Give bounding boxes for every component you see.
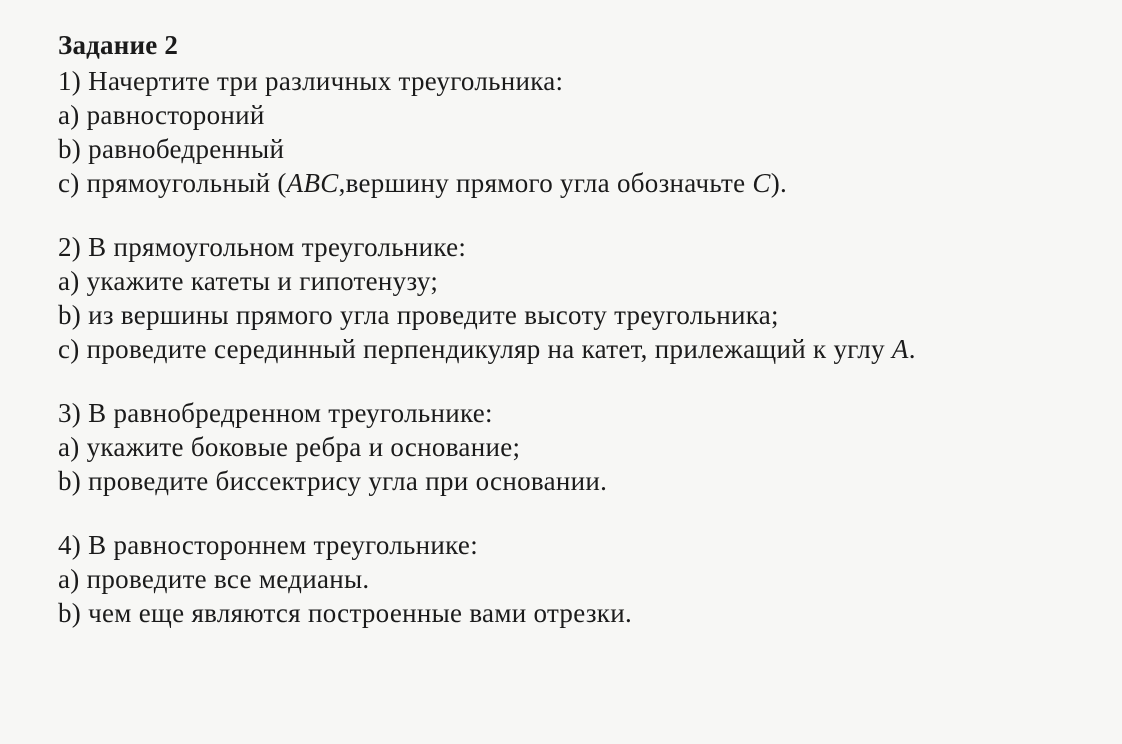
task-1-item-c-suffix: ). — [770, 168, 788, 198]
task-3 — [58, 396, 1122, 498]
task-1-item-c-middle: ,вершину прямого угла обозначьте — [338, 168, 753, 198]
task-2-heading: 2) В прямоугольном треугольнике: — [58, 232, 467, 262]
assignment-title: Задание 2 — [58, 30, 179, 60]
task-1 — [58, 64, 1122, 200]
task-1-item-c-prefix: c) прямоугольный ( — [58, 168, 287, 198]
task-2-item-c-suffix: . — [908, 334, 916, 364]
task-1-item-a: a) равностороний — [58, 100, 265, 130]
task-2 — [58, 230, 1122, 366]
task-2-item-a: a) укажите катеты и гипотенузу; — [58, 266, 439, 296]
spacer — [58, 498, 1122, 528]
triangle-label-abc: ABC — [286, 168, 339, 198]
task-1-item-c — [58, 166, 1122, 200]
task-1-item-b: b) равнобедренный — [58, 134, 285, 164]
task-2-item-b: b) из вершины прямого угла проведите высоту треугольника; — [58, 300, 779, 330]
task-2-item-c-prefix: c) проведите серединный перпендикуляр на катет, прилежащий к углу — [58, 334, 892, 364]
angle-label-a: A — [891, 334, 909, 364]
task-4-item-a: a) проведите все медианы. — [58, 564, 370, 594]
spacer — [58, 366, 1122, 396]
task-4-heading: 4) В равностороннем треугольнике: — [58, 530, 479, 560]
task-4 — [58, 528, 1122, 630]
task-3-heading: 3) В равнобредренном треугольнике: — [58, 398, 493, 428]
task-3-item-b: b) проведите биссектрису угла при основании. — [58, 466, 608, 496]
task-1-heading: 1) Начертите три различных треугольника: — [58, 66, 564, 96]
task-2-item-c — [58, 332, 1122, 366]
task-3-item-a: a) укажите боковые ребра и основание; — [58, 432, 521, 462]
task-4-item-b: b) чем еще являются построенные вами отрезки. — [58, 598, 632, 628]
vertex-label-c: C — [752, 168, 771, 198]
spacer — [58, 200, 1122, 230]
